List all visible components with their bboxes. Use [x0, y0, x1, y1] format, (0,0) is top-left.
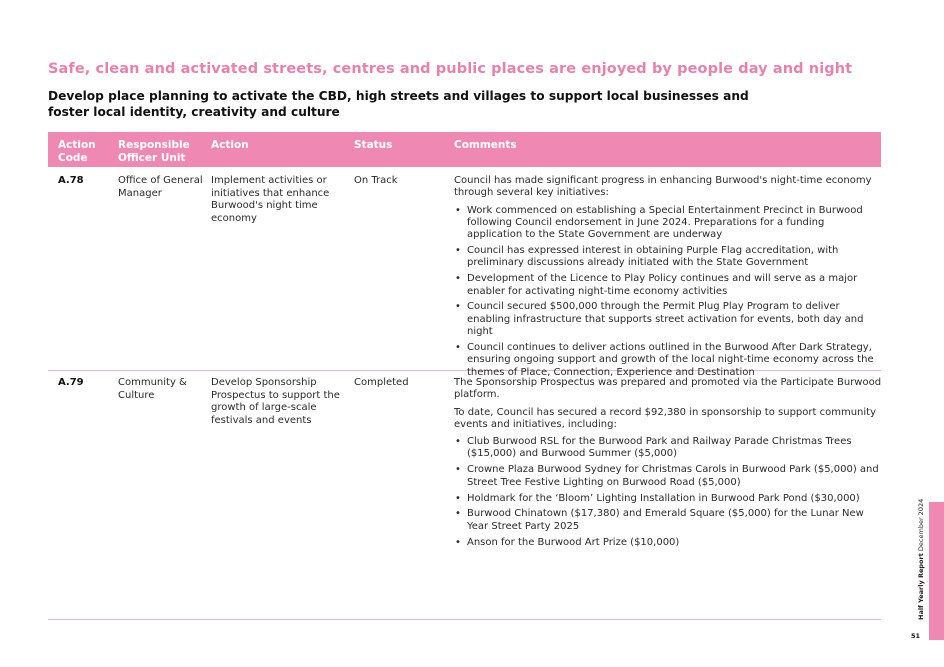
- page-subtitle: Develop place planning to activate the CBD, high streets and villages to support local businesses and foster local identity, creativity and culture: [48, 89, 749, 119]
- table-row: [48, 175, 881, 378]
- comment-bullet: • Council continues to deliver actions outlined in the Burwood After Dark Strategy, ensuring ongoing support and growth of the local night-time economy across the themes of Place, Connection, Experience and Destination: [454, 342, 882, 379]
- status-text: On Track: [354, 175, 398, 186]
- comment-bullet: • Club Burwood RSL for the Burwood Park and Railway Parade Christmas Trees ($15,000) and Burwood Summer ($5,000): [454, 436, 882, 461]
- header-officer-unit: [118, 139, 190, 164]
- page-title: Safe, clean and activated streets, centres and public places are enjoyed by people day and night: [48, 61, 853, 77]
- comment-intro-2: To date, Council has secured a record $92,380 in sponsorship to support community events and initiatives, including:: [454, 406, 876, 430]
- action-code: A.79: [58, 377, 84, 388]
- header-unit-line1: Responsible: [118, 139, 190, 151]
- comment-bullet: • Council secured $500,000 through the Permit Plug Play Program to deliver enabling infrastructure that supports street activation for events, both day and night: [454, 301, 882, 338]
- action-description: Implement activities or initiatives that enhance Burwood's night time economy: [211, 175, 330, 224]
- comment-intro: Council has made significant progress in enhancing Burwood's night-time economy through several key initiatives:: [454, 175, 872, 199]
- side-accent-bar: [929, 502, 944, 640]
- header-action-code: [58, 139, 96, 164]
- comment-bullet: • Development of the Licence to Play Policy continues and will serve as a major enabler for activating night-time economy activities: [454, 273, 882, 298]
- officer-unit: Office of General Manager: [118, 175, 203, 199]
- officer-unit: Community & Culture: [118, 377, 187, 401]
- comments: [454, 377, 882, 553]
- action-description: Develop Sponsorship Prospectus to support the growth of large-scale festivals and events: [211, 377, 340, 426]
- status-text: Completed: [354, 377, 409, 388]
- comment-bullet-list: [454, 205, 882, 379]
- header-code-line1: Action: [58, 139, 96, 151]
- report-date: December 2024: [917, 498, 925, 552]
- header-unit-line2: Officer Unit: [118, 151, 186, 164]
- report-name: Half Yearly Report: [917, 553, 925, 620]
- action-code: A.78: [58, 175, 84, 186]
- comment-bullet-list: [454, 436, 882, 549]
- comment-bullet: • Anson for the Burwood Art Prize ($10,000): [454, 537, 882, 549]
- comment-bullet: • Council has expressed interest in obtaining Purple Flag accreditation, with preliminary discussions already initiated with the State Government: [454, 245, 882, 270]
- page-number: 51: [911, 632, 921, 640]
- report-label: [917, 500, 925, 620]
- comments: [454, 175, 882, 382]
- comment-bullet: • Holdmark for the ‘Bloom’ Lighting Installation in Burwood Park Pond ($30,000): [454, 493, 882, 505]
- table-header: [48, 132, 881, 167]
- comment-bullet: • Crowne Plaza Burwood Sydney for Christmas Carols in Burwood Park ($5,000) and Street Tree Festive Lighting on Burwood Road ($5,000): [454, 464, 882, 489]
- comment-bullet: • Burwood Chinatown ($17,380) and Emerald Square ($5,000) for the Lunar New Year Street Party 2025: [454, 508, 882, 533]
- header-action: Action: [211, 139, 249, 151]
- comment-intro: The Sponsorship Prospectus was prepared and promoted via the Participate Burwood platform.: [454, 377, 882, 401]
- header-status: Status: [354, 139, 393, 151]
- header-comments: Comments: [454, 139, 517, 151]
- header-code-line2: Code: [58, 151, 88, 164]
- comment-bullet: • Work commenced on establishing a Special Entertainment Precinct in Burwood following Council endorsement in June 2024. Preparations for a funding application to the State Government are underway: [454, 205, 882, 242]
- table-row: [48, 377, 881, 620]
